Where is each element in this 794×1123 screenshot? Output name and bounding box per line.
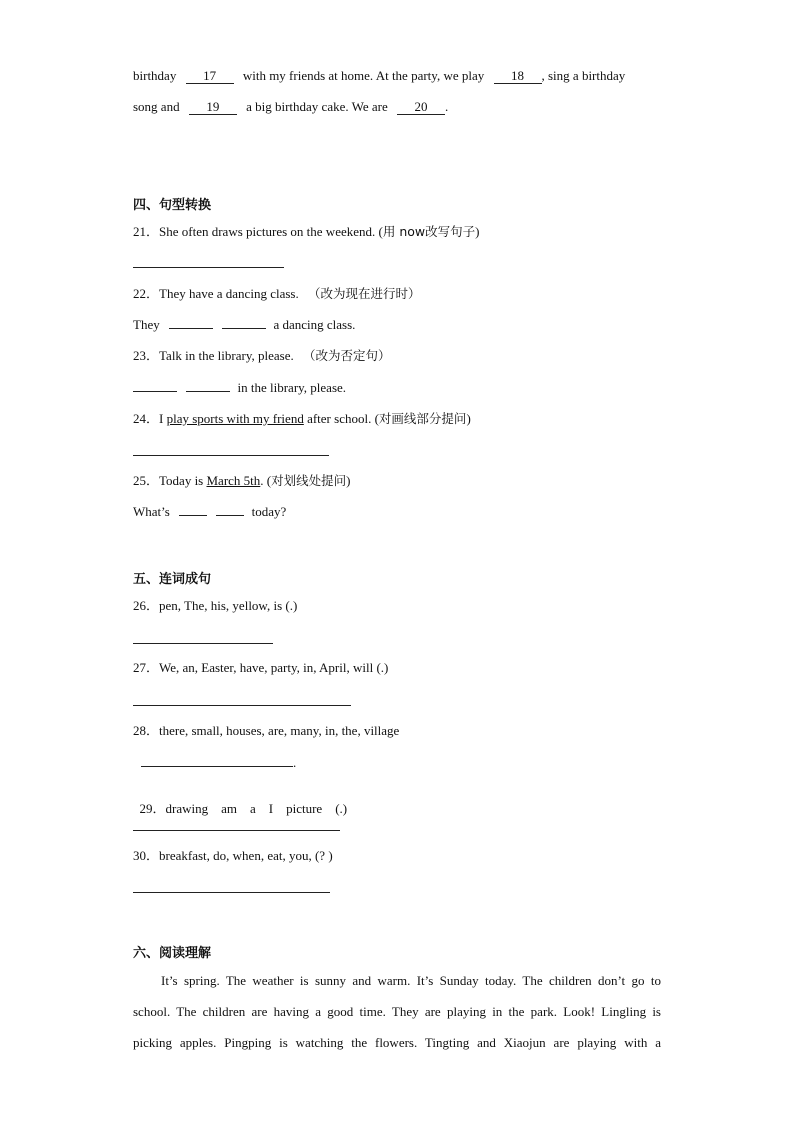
question-30 [133, 848, 333, 864]
passage-line: school. The children are having a good time. They are playing in the park. Look! Lingling is [133, 1004, 661, 1019]
underlined-phrase: play sports with my friend [166, 411, 304, 426]
answer-line-24[interactable] [133, 455, 329, 456]
question-25 [133, 473, 351, 489]
answer-22 [133, 317, 355, 333]
question-26 [133, 598, 297, 614]
question-22 [133, 286, 420, 302]
answer-28 [133, 755, 296, 771]
instruction-text: 用 now改写句子 [382, 224, 476, 239]
question-text: Today is [159, 473, 204, 488]
question-text: . ( [260, 473, 272, 488]
underlined-phrase: March 5th [206, 473, 261, 488]
blank-25-2[interactable] [216, 515, 244, 516]
blank-22-2[interactable] [222, 328, 266, 329]
answer-prefix: They [133, 317, 160, 332]
question-text: She often draws pictures on the weekend. ( [159, 224, 383, 239]
cloze-text: song and [133, 99, 180, 114]
instruction-text: （改为否定句） [302, 348, 391, 363]
question-number: 28． [133, 723, 160, 738]
cloze-text: with my friends at home. At the party, we play [242, 68, 485, 83]
question-number: 30． [133, 848, 160, 863]
question-text: ) [346, 473, 351, 488]
answer-line-30[interactable] [133, 892, 330, 893]
answer-line-29[interactable] [133, 830, 340, 831]
instruction-text: 对画线部分提问 [378, 411, 467, 426]
cloze-text: . [445, 99, 449, 114]
answer-25 [133, 504, 286, 520]
answer-prefix: What’s [133, 504, 170, 519]
question-number: 24． [133, 411, 160, 426]
blank-18[interactable]: 18 [494, 69, 542, 84]
question-text: They have a dancing class. [159, 286, 299, 301]
answer-suffix: in the library, please. [237, 380, 347, 395]
question-text: breakfast, do, when, eat, you, (? ) [159, 848, 333, 863]
section-6-heading: 六、阅读理解 [133, 946, 212, 961]
question-27 [133, 660, 388, 676]
answer-suffix: a dancing class. [273, 317, 356, 332]
question-text: We, an, Easter, have, party, in, April, will (.) [159, 660, 389, 675]
answer-line-21[interactable] [133, 267, 284, 268]
answer-suffix: today? [251, 504, 287, 519]
question-number: 29． [139, 801, 166, 816]
question-text: after school. ( [307, 411, 379, 426]
question-number: 26． [133, 598, 160, 613]
blank-19[interactable]: 19 [189, 100, 237, 115]
blank-20[interactable]: 20 [397, 100, 445, 115]
answer-suffix: . [293, 755, 297, 770]
question-number: 21． [133, 224, 160, 239]
question-number: 23． [133, 348, 160, 363]
question-number: 27． [133, 660, 160, 675]
cloze-line-1 [133, 68, 625, 84]
question-23 [133, 348, 390, 364]
reading-passage [133, 965, 661, 1058]
cloze-text: , sing a birthday [541, 68, 626, 83]
passage-line: It’s spring. The weather is sunny and warm. It’s Sunday today. The children don’t go to [161, 973, 661, 988]
section-4-heading: 四、句型转换 [133, 198, 212, 213]
cloze-text: birthday [133, 68, 177, 83]
question-text: drawing am a I picture (.) [165, 801, 348, 816]
blank-25-1[interactable] [179, 515, 207, 516]
question-text: Talk in the library, please. [159, 348, 294, 363]
question-text: I [159, 411, 164, 426]
blank-17[interactable]: 17 [186, 69, 234, 84]
instruction-text: 对划线处提问 [271, 473, 347, 488]
blank-28[interactable] [141, 766, 293, 767]
answer-23 [133, 380, 346, 396]
instruction-text: （改为现在进行时） [307, 286, 421, 301]
question-21 [133, 224, 479, 240]
blank-23-2[interactable] [186, 391, 230, 392]
question-28 [133, 723, 399, 739]
question-text: there, small, houses, are, many, in, the, village [159, 723, 400, 738]
section-5-heading: 五、连词成句 [133, 572, 212, 587]
cloze-text: a big birthday cake. We are [246, 99, 388, 114]
question-text: pen, The, his, yellow, is (.) [159, 598, 298, 613]
blank-23-1[interactable] [133, 391, 177, 392]
answer-line-26[interactable] [133, 643, 273, 644]
blank-22-1[interactable] [169, 328, 213, 329]
question-24 [133, 411, 471, 427]
question-29 [133, 785, 347, 817]
cloze-line-2 [133, 99, 448, 115]
passage-line: picking apples. Pingping is watching the flowers. Tingting and Xiaojun are playing with a [133, 1035, 661, 1050]
question-text: ) [475, 224, 480, 239]
question-text: ) [466, 411, 471, 426]
question-number: 25． [133, 473, 160, 488]
answer-line-27[interactable] [133, 705, 351, 706]
question-number: 22． [133, 286, 160, 301]
